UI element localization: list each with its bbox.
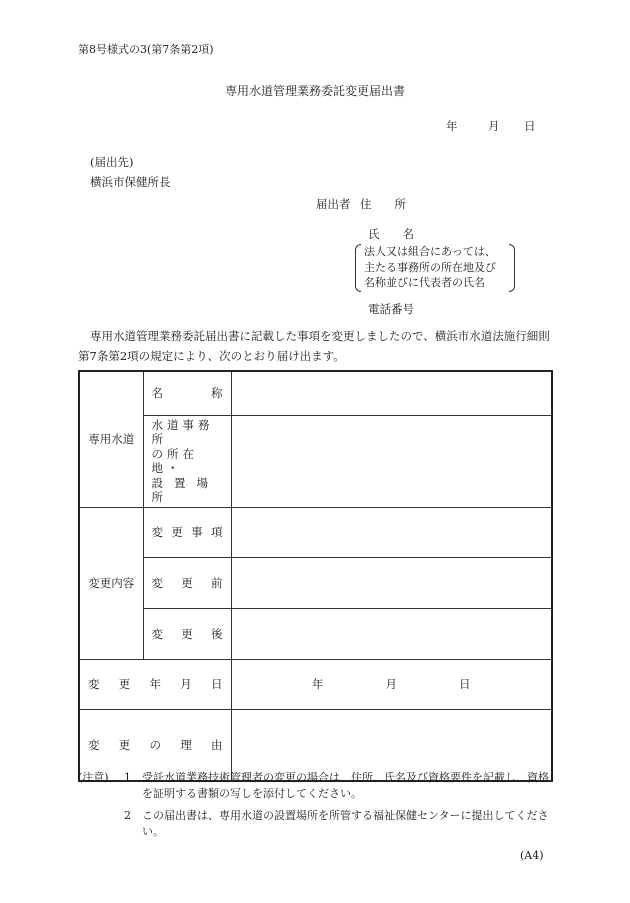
form-number: 第8号様式の3(第7条第2項): [78, 43, 214, 56]
corporate-note: [355, 244, 515, 290]
label-reason: 変 更 の 理 由: [79, 709, 231, 781]
recipient-name: 横浜市保健所長: [90, 175, 171, 189]
phone-label: 電話番号: [368, 302, 414, 316]
change-form-table: [78, 370, 553, 782]
change-date-day: 日: [459, 677, 471, 691]
corporate-note-line: 法人又は組合にあっては、: [364, 245, 496, 258]
recipient-label: (届出先): [90, 155, 134, 169]
document-title: 専用水道管理業務委託変更届出書: [224, 84, 405, 98]
label-office-location: 水道事務所 の所在地・ 設置場所: [143, 415, 231, 507]
change-date-year: 年: [312, 677, 324, 691]
name-label: 氏 名: [368, 227, 414, 241]
statement-text: 専用水道管理業務委託届出書に記載した事項を変更しましたので、横浜市水道法施行細則第7条第2項の規定により、次のとおり届け出ます。: [78, 329, 550, 363]
date-year: 年: [446, 119, 458, 133]
group-label-water-supply: 専用水道: [79, 371, 143, 507]
note-text: 受託水道業務技術管理者の変更の場合は、住所、氏名及び資格要件を記載し、資格を証明する書類の写しを添付してください。: [142, 771, 549, 800]
date-day: 日: [524, 119, 536, 133]
field-office-location[interactable]: [231, 415, 552, 507]
field-after[interactable]: [231, 608, 552, 659]
corporate-note-line: 名称並びに代表者の氏名: [364, 276, 485, 289]
label-change-item: 変 更 事 項: [143, 507, 231, 557]
label-before: 変 更 前: [143, 557, 231, 608]
field-change-item[interactable]: [231, 507, 552, 557]
applicant-label: 届出者: [316, 197, 351, 211]
group-label-change-content: 変更内容: [79, 507, 143, 659]
label-after: 変 更 後: [143, 608, 231, 659]
field-change-date[interactable]: [231, 659, 552, 709]
change-date-month: 月: [385, 677, 397, 691]
submission-date: [446, 118, 536, 134]
field-name[interactable]: [231, 371, 552, 415]
notes-heading: (注意): [78, 771, 109, 784]
note-text: この届出書は、専用水道の設置場所を所管する福祉保健センターに提出してください。: [142, 809, 549, 838]
date-month: 月: [488, 119, 500, 133]
note-number: 1: [124, 771, 131, 784]
label-name: 名 称: [143, 371, 231, 415]
address-label: 住 所: [360, 197, 406, 211]
field-before[interactable]: [231, 557, 552, 608]
note-number: 2: [124, 809, 131, 822]
notes: [78, 770, 558, 840]
paper-size: (A4): [520, 849, 544, 862]
label-change-date: 変 更 年 月 日: [79, 659, 231, 709]
corporate-note-line: 主たる事務所の所在地及び: [364, 260, 496, 274]
